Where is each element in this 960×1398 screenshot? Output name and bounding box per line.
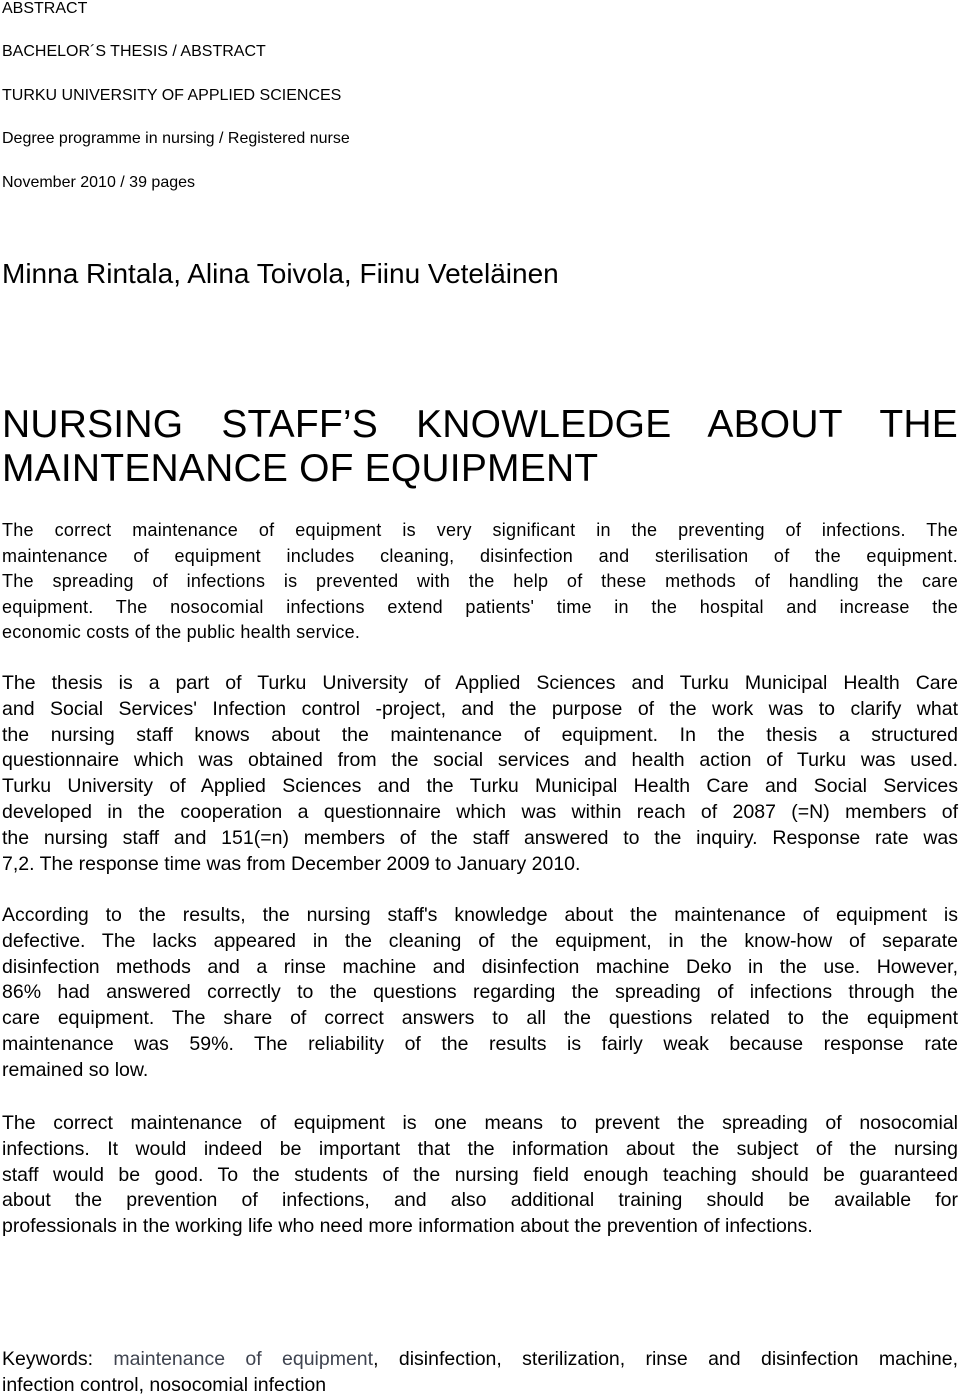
keywords-rest: , disinfection, sterilization, rinse and disinfection machine, bbox=[373, 1348, 958, 1370]
title-line: NURSING STAFF’S KNOWLEDGE ABOUT THE bbox=[2, 403, 958, 446]
text-line: and Social Services' Infection control -project, and the purpose of the work was to clarify what bbox=[2, 697, 958, 720]
text-line: economic costs of the public health service. bbox=[2, 622, 361, 643]
thesis-type: BACHELOR´S THESIS / ABSTRACT bbox=[2, 43, 266, 60]
date-and-pages: November 2010 / 39 pages bbox=[2, 174, 196, 191]
text-line: The thesis is a part of Turku University of Applied Sciences and Turku Municipal Health Care bbox=[2, 672, 958, 694]
text-line: According to the results, the nursing staff's knowledge about the maintenance of equipment is bbox=[2, 904, 958, 926]
keyword-maintenance: maintenance of equipment bbox=[113, 1348, 374, 1370]
text-line: remained so low. bbox=[2, 1058, 149, 1081]
text-line: The spreading of infections is prevented with the help of these methods of handling the care bbox=[2, 571, 958, 592]
text-line: 86% had answered correctly to the questions regarding the spreading of infections through the bbox=[2, 981, 958, 1004]
text-line: maintenance of equipment includes cleaning, disinfection and sterilisation of the equipment. bbox=[2, 545, 958, 566]
section-label: ABSTRACT bbox=[2, 0, 88, 17]
keywords-line bbox=[2, 1346, 958, 1372]
text-line: defective. The lacks appeared in the cleaning of the equipment, in the know-how of separate bbox=[2, 929, 958, 952]
text-line: maintenance was 59%. The reliability of the results is fairly weak because response rate bbox=[2, 1032, 958, 1055]
intro-paragraph bbox=[2, 518, 958, 646]
text-line: the nursing staff and 151(=n) members of the staff answered to the inquiry. Response rate was bbox=[2, 826, 958, 849]
text-line: The correct maintenance of equipment is very significant in the preventing of infections. The bbox=[2, 520, 958, 540]
text-line: equipment. The nosocomial infections extend patients' time in the hospital and increase the bbox=[2, 596, 958, 617]
text-line: Turku University of Applied Sciences and the Turku Municipal Health Care and Social Services bbox=[2, 775, 958, 798]
text-line: the nursing staff knows about the maintenance of equipment. In the thesis a structured bbox=[2, 723, 958, 746]
text-line: 7,2. The response time was from December 2009 to January 2010. bbox=[2, 852, 581, 875]
keywords-line: infection control, nosocomial infection bbox=[2, 1374, 327, 1396]
text-line: The correct maintenance of equipment is one means to prevent the spreading of nosocomial bbox=[2, 1112, 958, 1134]
body-paragraph-1 bbox=[2, 671, 958, 877]
thesis-title bbox=[2, 403, 958, 491]
text-line: developed in the cooperation a questionnaire which was within reach of 2087 (=N) members of bbox=[2, 800, 958, 823]
text-line: staff would be good. To the students of the nursing field enough teaching should be guaranteed bbox=[2, 1163, 958, 1186]
text-line: about the prevention of infections, and also additional training should be available for bbox=[2, 1189, 958, 1212]
university-name: TURKU UNIVERSITY OF APPLIED SCIENCES bbox=[2, 87, 342, 104]
authors: Minna Rintala, Alina Toivola, Fiinu Veteläinen bbox=[2, 258, 559, 289]
text-line: questionnaire which was obtained from the social services and health action of Turku was used. bbox=[2, 749, 958, 772]
text-line: infections. It would indeed be important that the information about the subject of the nursing bbox=[2, 1137, 958, 1160]
body-paragraph-3 bbox=[2, 1111, 958, 1240]
text-line: disinfection methods and a rinse machine and disinfection machine Deko in the use. However, bbox=[2, 955, 958, 978]
text-line: care equipment. The share of correct answers to all the questions related to the equipment bbox=[2, 1007, 958, 1030]
keywords-block bbox=[2, 1346, 958, 1398]
title-line: MAINTENANCE OF EQUIPMENT bbox=[2, 447, 599, 490]
text-line: professionals in the working life who need more information about the prevention of infections. bbox=[2, 1215, 813, 1238]
keywords-label: Keywords: bbox=[2, 1348, 114, 1370]
degree-programme: Degree programme in nursing / Registered nurse bbox=[2, 130, 350, 147]
body-paragraph-2 bbox=[2, 903, 958, 1084]
